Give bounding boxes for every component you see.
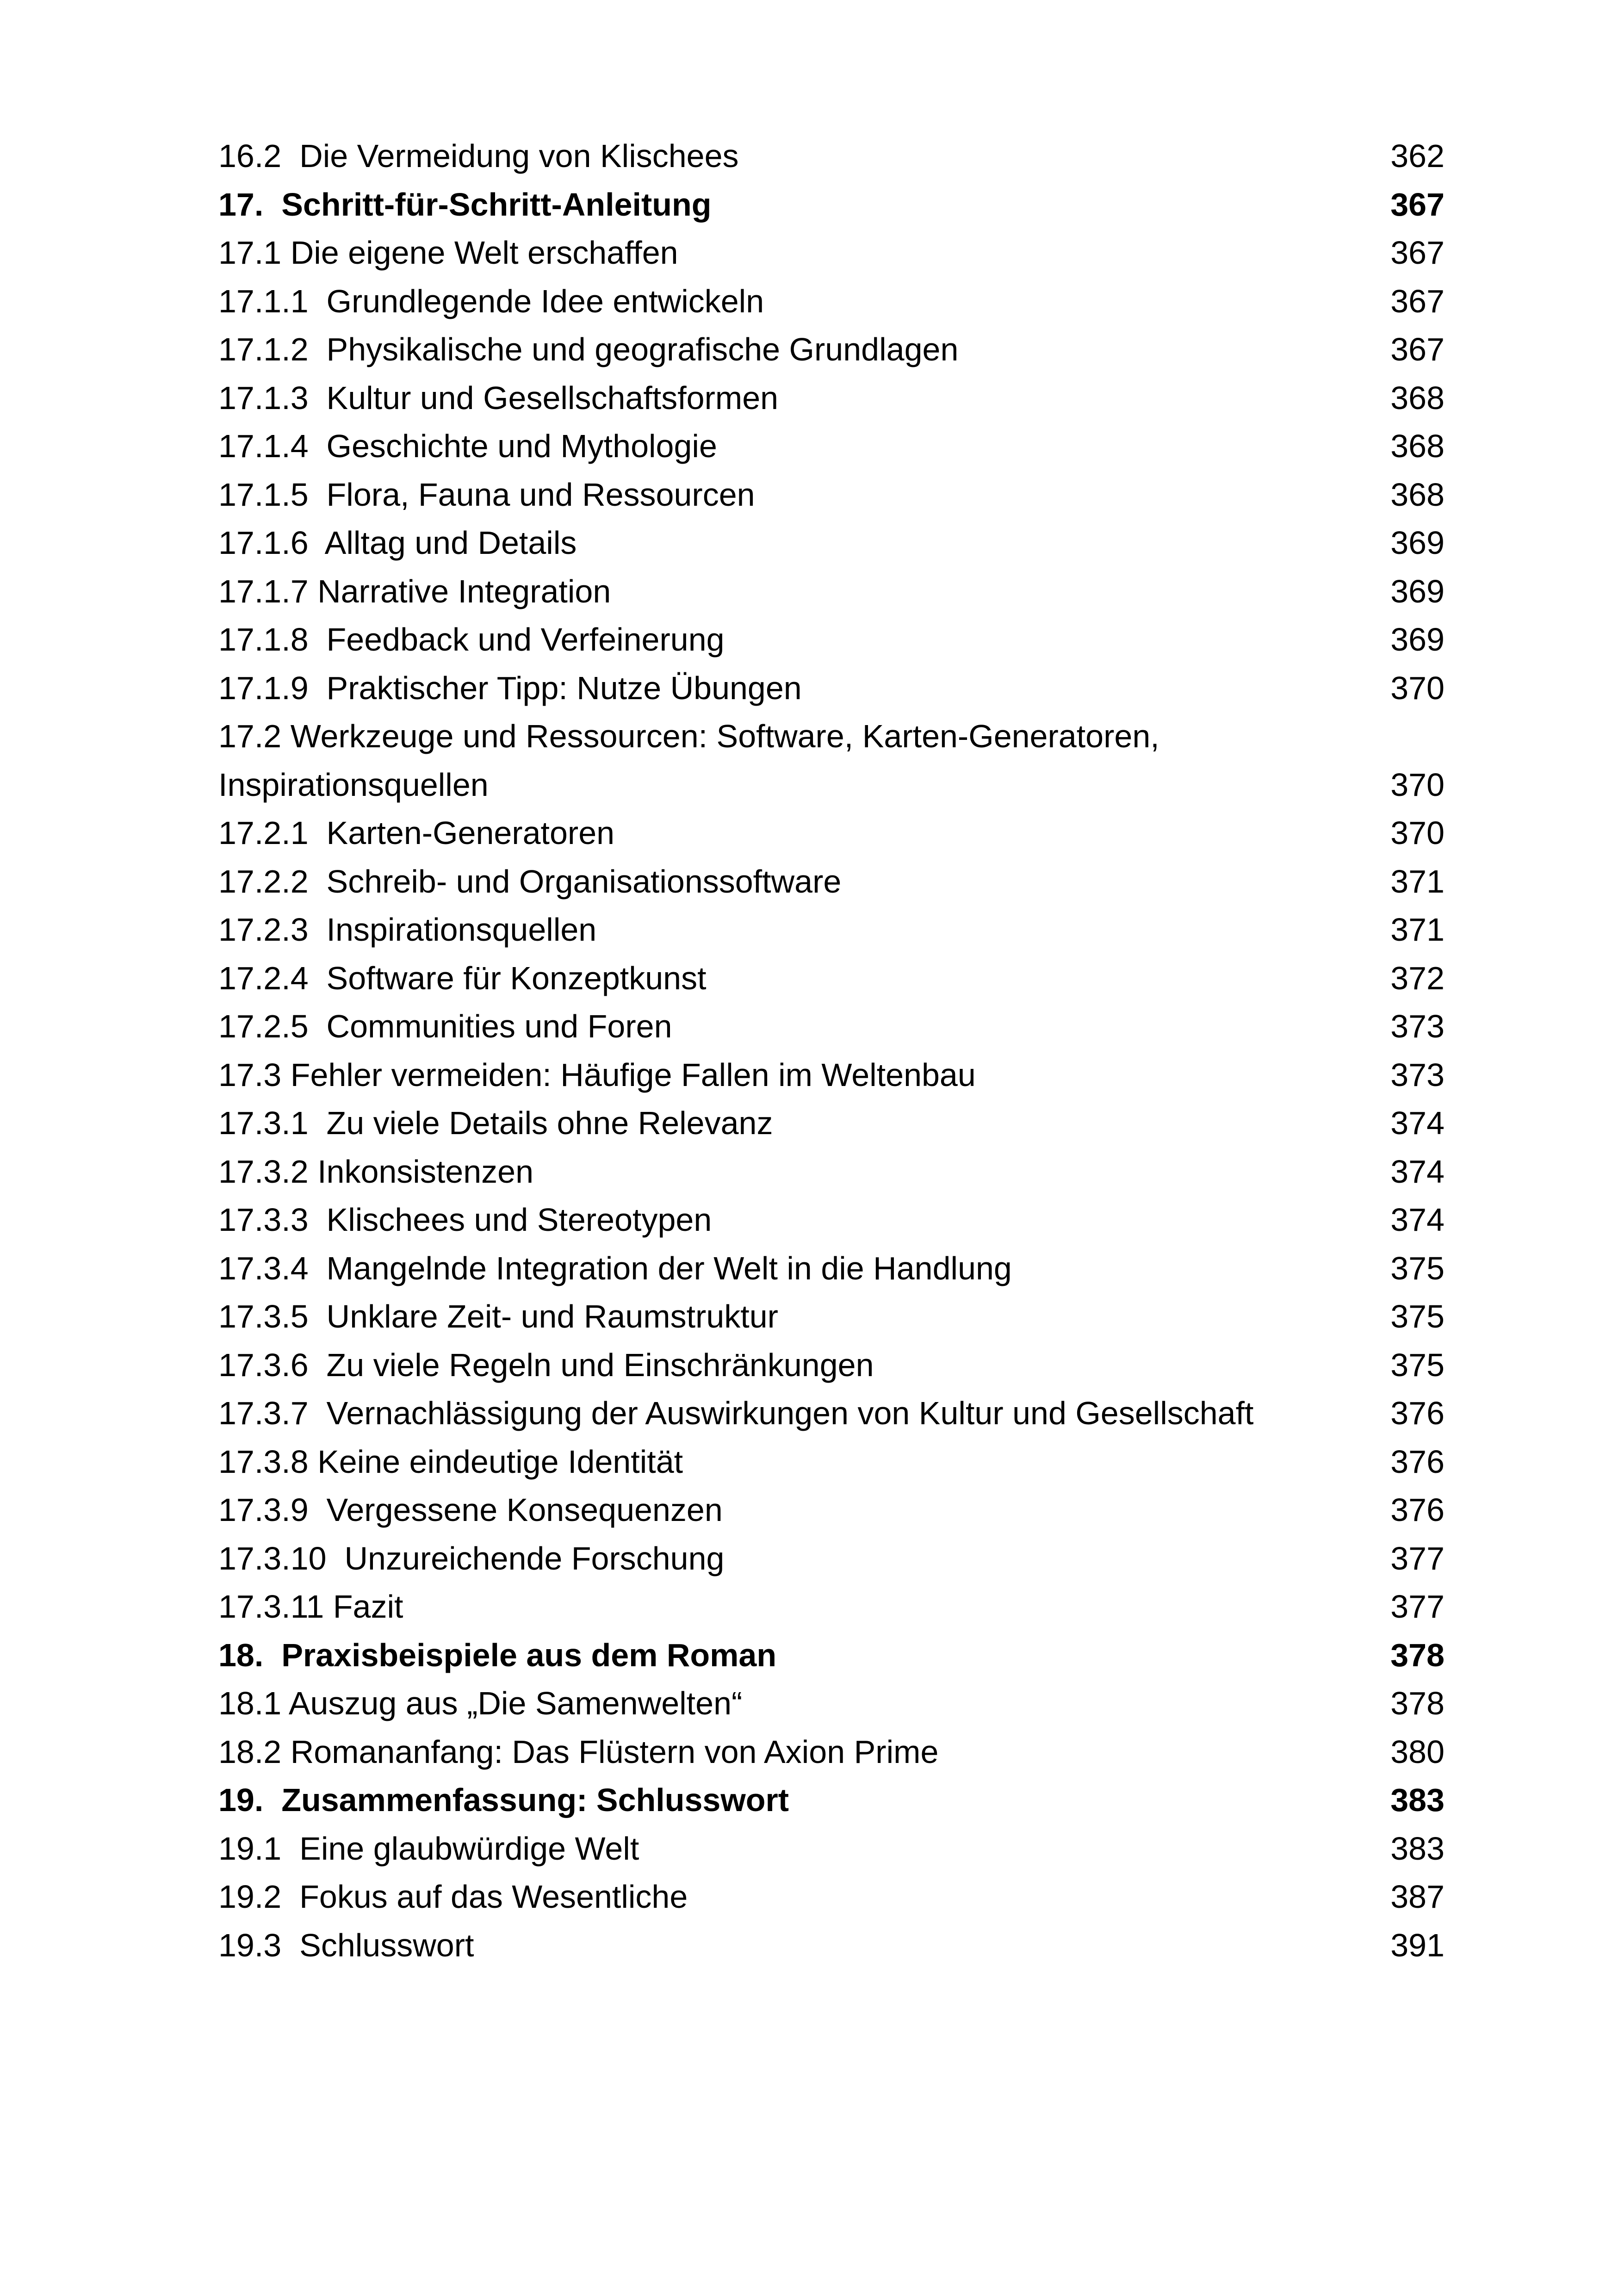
toc-entry — [218, 1921, 1444, 1970]
toc-entry — [218, 1438, 1444, 1486]
toc-entry-title-block — [218, 809, 614, 857]
toc-entry-page-number: 378 — [1390, 1685, 1444, 1721]
toc-entry-title-block — [218, 1921, 474, 1970]
toc-entry-title: 19.1 Eine glaubwürdige Welt — [218, 1830, 639, 1867]
toc-entry-page-number: 377 — [1390, 1589, 1444, 1625]
toc-entry-title: 17.1.5 Flora, Fauna und Ressourcen — [218, 476, 755, 513]
toc-entry-title-block — [218, 615, 725, 664]
toc-entry-title: 18.2 Romananfang: Das Flüstern von Axion Prime — [218, 1733, 939, 1770]
toc-entry — [218, 1486, 1444, 1534]
toc-entry-page-number: 374 — [1390, 1105, 1444, 1141]
toc-entry — [218, 374, 1444, 422]
toc-entry — [218, 1534, 1444, 1583]
toc-entry — [218, 1002, 1444, 1051]
toc-entry-page-number: 372 — [1390, 960, 1444, 996]
toc-entry — [218, 1148, 1444, 1196]
toc-entry-title: 17.2.5 Communities und Foren — [218, 1008, 672, 1044]
toc-entry-title-block — [218, 567, 611, 616]
toc-entry — [218, 1341, 1444, 1390]
toc-entry-title-block — [218, 1534, 724, 1583]
toc-entry-page-number: 369 — [1390, 573, 1444, 609]
toc-entry-title-block — [218, 1486, 723, 1534]
toc-entry-title: 17.3.7 Vernachlässigung der Auswirkungen von Kultur und Gesellschaft — [218, 1395, 1254, 1431]
toc-entry-page-number: 376 — [1390, 1443, 1444, 1480]
toc-entry — [218, 277, 1444, 326]
toc-entry-page-number: 367 — [1390, 331, 1444, 367]
toc-entry-page-number: 373 — [1390, 1008, 1444, 1044]
toc-entry — [218, 471, 1444, 519]
toc-entry — [218, 1196, 1444, 1244]
toc-entry-page-number: 368 — [1390, 379, 1444, 416]
toc-entry-title-block — [218, 1196, 712, 1244]
toc-entry — [218, 519, 1444, 567]
toc-entry-title-block — [218, 132, 739, 180]
toc-entry-title: 17. Schritt-für-Schritt-Anleitung — [218, 186, 712, 223]
toc-entry-title-block — [218, 1824, 639, 1873]
table-of-contents — [218, 132, 1444, 1969]
toc-entry-page-number: 369 — [1390, 525, 1444, 561]
toc-entry — [218, 422, 1444, 471]
toc-entry-title: 17.1.7 Narrative Integration — [218, 573, 611, 609]
toc-entry-title: 17.2 Werkzeuge und Ressourcen: Software, Karten-Generatoren, — [218, 718, 1159, 754]
toc-entry-page-number: 376 — [1390, 1492, 1444, 1528]
toc-entry-title: 17.1 Die eigene Welt erschaffen — [218, 235, 678, 271]
toc-entry-title-block — [218, 1679, 742, 1728]
toc-entry-page-number: 368 — [1390, 476, 1444, 513]
toc-entry — [218, 567, 1444, 616]
toc-entry-page-number: 371 — [1390, 863, 1444, 900]
toc-entry-title-block — [218, 277, 764, 326]
toc-entry-page-number: 383 — [1390, 1782, 1444, 1818]
toc-entry-title: 17.2.1 Karten-Generatoren — [218, 815, 615, 851]
toc-entry-title: 17.3.5 Unklare Zeit- und Raumstruktur — [218, 1298, 778, 1334]
toc-entry-title: 17.1.4 Geschichte und Mythologie — [218, 428, 717, 464]
toc-entry-page-number: 377 — [1390, 1540, 1444, 1576]
toc-entry-title: 19.3 Schlusswort — [218, 1927, 474, 1963]
toc-entry-page-number: 383 — [1390, 1830, 1444, 1867]
toc-entry — [218, 712, 1444, 809]
toc-entry — [218, 664, 1444, 713]
toc-entry-title-continued: Inspirationsquellen — [218, 766, 489, 803]
toc-entry-page-number: 374 — [1390, 1202, 1444, 1238]
toc-entry-title: 17.1.1 Grundlegende Idee entwickeln — [218, 283, 764, 319]
toc-entry-title: 17.3.9 Vergessene Konsequenzen — [218, 1492, 723, 1528]
toc-entry — [218, 1051, 1444, 1099]
toc-entry-title-block — [218, 954, 707, 1003]
toc-entry-title: 17.3 Fehler vermeiden: Häufige Fallen im Weltenbau — [218, 1056, 976, 1093]
toc-entry-title-block — [218, 180, 712, 229]
toc-entry — [218, 809, 1444, 857]
toc-entry-page-number: 367 — [1390, 235, 1444, 271]
toc-entry — [218, 1292, 1444, 1341]
toc-entry-page-number: 375 — [1390, 1298, 1444, 1334]
toc-entry-title: 17.1.3 Kultur und Gesellschaftsformen — [218, 379, 779, 416]
toc-entry — [218, 1728, 1444, 1776]
toc-entry-title-block — [218, 374, 778, 422]
toc-entry-title-block — [218, 1873, 688, 1921]
toc-entry-title-block — [218, 1244, 1012, 1293]
toc-entry-title: 17.1.8 Feedback und Verfeinerung — [218, 621, 725, 658]
toc-entry-page-number: 371 — [1390, 912, 1444, 948]
toc-entry — [218, 229, 1444, 277]
toc-entry-title-block — [218, 471, 755, 519]
toc-entry-page-number: 373 — [1390, 1056, 1444, 1093]
toc-entry-title-block — [218, 1051, 976, 1099]
toc-entry — [218, 1873, 1444, 1921]
toc-entry — [218, 906, 1444, 954]
toc-entry-page-number: 362 — [1390, 138, 1444, 174]
toc-entry-title-block — [218, 712, 1159, 809]
toc-entry — [218, 1099, 1444, 1148]
toc-entry-title-block — [218, 1728, 938, 1776]
toc-entry-title-block — [218, 664, 802, 713]
toc-entry-page-number: 387 — [1390, 1879, 1444, 1915]
toc-entry-title: 17.1.9 Praktischer Tipp: Nutze Übungen — [218, 670, 802, 706]
toc-entry-title: 17.2.2 Schreib- und Organisationssoftware — [218, 863, 842, 900]
toc-entry — [218, 857, 1444, 906]
toc-entry-title: 17.3.11 Fazit — [218, 1589, 403, 1625]
toc-entry-title: 16.2 Die Vermeidung von Klischees — [218, 138, 739, 174]
toc-entry-page-number: 369 — [1390, 621, 1444, 658]
toc-entry-page-number: 368 — [1390, 428, 1444, 464]
toc-entry-title-block — [218, 229, 678, 277]
toc-entry-title-block — [218, 1292, 778, 1341]
toc-entry-page-number: 391 — [1390, 1927, 1444, 1963]
toc-entry-page-number: 367 — [1390, 186, 1444, 223]
toc-entry — [218, 132, 1444, 180]
toc-chapter-entry — [218, 1631, 1444, 1680]
toc-entry-title: 18. Praxisbeispiele aus dem Roman — [218, 1637, 777, 1673]
toc-entry-title-block — [218, 1631, 776, 1680]
toc-entry-title-block — [218, 1099, 773, 1148]
toc-entry — [218, 1582, 1444, 1631]
toc-entry-page-number: 375 — [1390, 1250, 1444, 1286]
toc-entry-title: 17.1.6 Alltag und Details — [218, 525, 577, 561]
toc-entry-title: 17.3.1 Zu viele Details ohne Relevanz — [218, 1105, 773, 1141]
toc-entry-title: 17.3.10 Unzureichende Forschung — [218, 1540, 725, 1576]
toc-entry-title: 19. Zusammenfassung: Schlusswort — [218, 1782, 789, 1818]
toc-entry-title: 17.1.2 Physikalische und geografische Grundlagen — [218, 331, 959, 367]
toc-entry-title-block — [218, 325, 958, 374]
toc-entry-page-number: 370 — [1390, 670, 1444, 706]
toc-entry — [218, 1244, 1444, 1293]
toc-entry-page-number: 370 — [1390, 815, 1444, 851]
toc-entry-title-block — [218, 1582, 403, 1631]
toc-entry-page-number: 375 — [1390, 1347, 1444, 1383]
toc-entry-page-number: 374 — [1390, 1153, 1444, 1190]
toc-entry-title-block — [218, 1002, 672, 1051]
toc-entry-page-number: 378 — [1390, 1637, 1444, 1673]
toc-entry-title-block — [218, 1148, 533, 1196]
toc-entry-title: 17.3.2 Inkonsistenzen — [218, 1153, 534, 1190]
toc-entry — [218, 954, 1444, 1003]
toc-chapter-entry — [218, 1776, 1444, 1824]
toc-entry-title-block — [218, 857, 841, 906]
toc-entry-page-number: 376 — [1390, 1395, 1444, 1431]
toc-entry-page-number: 370 — [1390, 766, 1444, 803]
toc-entry — [218, 325, 1444, 374]
toc-entry-page-number: 380 — [1390, 1733, 1444, 1770]
toc-entry-title-block — [218, 519, 577, 567]
toc-entry-title-block — [218, 422, 717, 471]
toc-entry-title: 17.2.3 Inspirationsquellen — [218, 912, 597, 948]
toc-entry-title-block — [218, 1341, 874, 1390]
toc-entry-title: 17.3.6 Zu viele Regeln und Einschränkungen — [218, 1347, 874, 1383]
toc-entry-page-number: 367 — [1390, 283, 1444, 319]
toc-entry-title-block — [218, 1389, 1254, 1438]
toc-entry — [218, 615, 1444, 664]
toc-entry-title: 18.1 Auszug aus „Die Samenwelten“ — [218, 1685, 743, 1721]
toc-entry-title: 19.2 Fokus auf das Wesentliche — [218, 1879, 688, 1915]
toc-entry — [218, 1679, 1444, 1728]
toc-entry — [218, 1824, 1444, 1873]
toc-entry-title-block — [218, 1438, 683, 1486]
toc-entry-title: 17.3.4 Mangelnde Integration der Welt in die Handlung — [218, 1250, 1012, 1286]
toc-entry-title-block — [218, 1776, 789, 1824]
toc-entry-title: 17.2.4 Software für Konzeptkunst — [218, 960, 707, 996]
toc-entry-title-block — [218, 906, 596, 954]
toc-entry-title: 17.3.8 Keine eindeutige Identität — [218, 1443, 683, 1480]
toc-chapter-entry — [218, 180, 1444, 229]
toc-entry-title: 17.3.3 Klischees und Stereotypen — [218, 1202, 712, 1238]
toc-entry — [218, 1389, 1444, 1438]
